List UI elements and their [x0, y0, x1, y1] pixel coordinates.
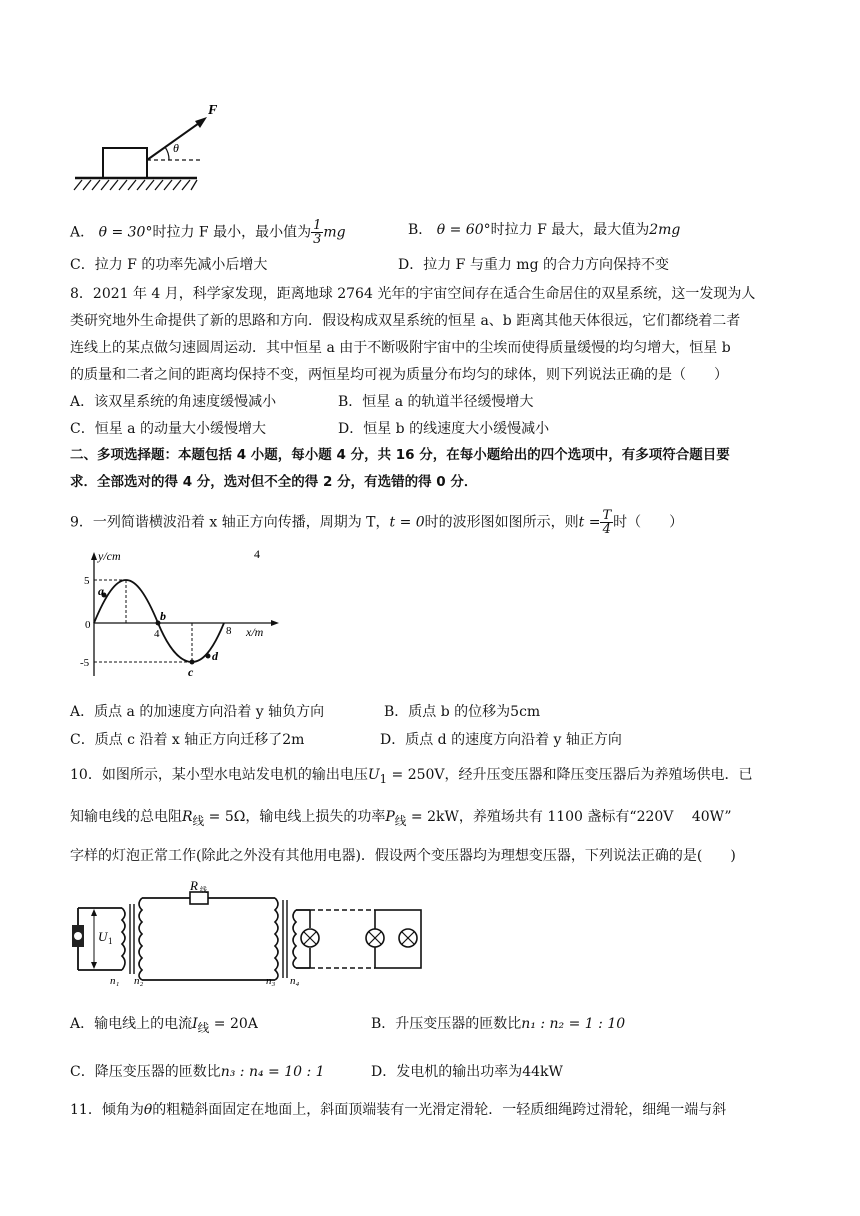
q8-stem-line-4: 的质量和二者之间的距离均保持不变，两恒星均可视为质量分布均匀的球体，则下列说法正确的是（ ）	[70, 367, 728, 383]
q9-stem-part-2: 时的波形图如图所示，则	[424, 514, 579, 531]
q9-option-d: D．质点 d 的速度方向沿着 y 轴正方向	[380, 732, 622, 748]
q10-option-a-value: = 20A	[209, 1016, 258, 1032]
q10-p: P	[385, 809, 395, 825]
q9-option-b	[384, 704, 540, 721]
q8-stem-line-2: 类研究地外生命提供了新的思路和方向．假设构成双星系统的恒星 a、b 距离其他天体很远，它们都绕着二者	[70, 313, 741, 329]
q10-option-d-value: 44kW	[522, 1064, 563, 1080]
q7-option-a-fraction	[311, 219, 323, 246]
q9-tick-neg5: -5	[80, 657, 90, 669]
q9-wave-figure	[74, 546, 284, 684]
q8-option-d: D．恒星 b 的线速度大小缓慢减小	[338, 421, 550, 437]
q8-option-a: A．该双星系统的角速度缓慢减小	[70, 394, 277, 410]
q10-fig-n2: n₂	[134, 975, 144, 987]
q8-option-b: B．恒星 a 的轨道半径缓慢增大	[338, 394, 534, 410]
q8-option-c: C．恒星 a 的动量大小缓慢增大	[70, 421, 266, 437]
q7-option-b-eq: θ = 60°	[436, 222, 491, 238]
q10-u1: U	[367, 767, 380, 783]
q10-fig-u1: U	[98, 929, 108, 944]
q10-u1-sub: 1	[379, 771, 388, 786]
q10-stem-line-2	[70, 809, 732, 828]
q7-option-b-end: 2mg	[649, 222, 681, 238]
q10-option-a-i: I	[192, 1016, 198, 1032]
q9-stem-frac-den: 4	[602, 522, 611, 537]
q9-stem-part-3: 时（ ）	[613, 514, 684, 531]
q9-point-c-label: c	[188, 665, 194, 679]
q10-line2-text-b: ，输电线上损失的功率	[245, 809, 386, 825]
q9-x-axis-label: x/m	[246, 625, 264, 639]
q7-option-a-frac-num: 1	[313, 218, 322, 233]
q10-fig-r: R	[190, 880, 198, 893]
section2-heading-line-1: 二、多项选择题：本题包括 4 小题，每小题 4 分，共 16 分，在每小题给出的四个选项中，有多项符合题目要	[70, 447, 730, 463]
q10-line2-text-c: ，养殖场共有 1100 盏标有“	[458, 809, 637, 825]
q9-stem-frac-num: T	[602, 508, 612, 523]
q9-option-c-value: 2m	[282, 732, 305, 748]
q9-stem-t: t =	[578, 514, 601, 531]
q9-tick-8: 8	[226, 625, 232, 637]
q10-option-d	[371, 1064, 563, 1081]
q10-line1-text-a: 10．如图所示，某小型水电站发电机的输出电压	[70, 767, 368, 783]
q7-block-force-figure	[70, 100, 230, 192]
q10-option-a-text: A．输电线上的电流	[70, 1016, 193, 1032]
q10-option-c-text: C．降压变压器的匝数比	[70, 1064, 221, 1080]
q10-option-a-sub: 线	[197, 1020, 210, 1035]
q7-option-a-end: mg	[323, 224, 346, 241]
q9-point-b-label: b	[160, 609, 166, 623]
q10-stem-line-3: 字样的灯泡正常工作(除此之外没有其他用电器)．假设两个变压器均为理想变压器，下列说法正确的是( )	[70, 848, 736, 864]
q10-r-value: = 5Ω	[204, 809, 246, 825]
q10-fig-n3: n₃	[266, 975, 276, 987]
q10-fig-n4: n₄	[290, 975, 300, 987]
q7-force-label: F	[208, 103, 218, 118]
q9-option-c	[70, 732, 304, 749]
q7-option-a-eq: θ = 30°	[98, 224, 153, 241]
q10-fig-r-sub: 线	[200, 886, 207, 894]
q11-stem-line-1	[70, 1102, 726, 1119]
q7-option-a-frac-den: 3	[313, 232, 322, 247]
q9-option-b-text: B．质点 b 的位移为	[384, 704, 511, 720]
q7-option-b-prefix: B．	[408, 222, 433, 238]
q9-point-a-label: a	[98, 584, 104, 598]
q9-tick-4: 4	[154, 628, 160, 640]
q8-stem-line-1: 8．2021 年 4 月，科学家发现，距离地球 2764 光年的宇宙空间存在适合生命居住的双星系统，这一发现为人	[70, 286, 756, 302]
q10-lamp-rating: 220V 40W	[636, 809, 725, 825]
q10-r-sub: 线	[192, 813, 205, 828]
q10-option-d-text: D．发电机的输出功率为	[371, 1064, 523, 1080]
q10-fig-u1-sub: 1	[108, 936, 113, 946]
q11-text-b: 的粗糙斜面固定在地面上，斜面顶端装有一光滑定滑轮．一轻质细绳跨过滑轮，细绳一端与斜	[152, 1102, 727, 1118]
q9-option-c-text: C．质点 c 沿着 x 轴正方向迁移了	[70, 732, 283, 748]
q10-u1-value: = 250V	[387, 767, 445, 783]
q9-stem-fraction	[600, 509, 613, 536]
q9-point-d-label: d	[212, 649, 218, 663]
q7-option-b-text: 时拉力 F 最大，最大值为	[490, 222, 650, 238]
q10-line2-text-a: 知输电线的总电阻	[70, 809, 182, 825]
q9-tick-0: 0	[85, 619, 91, 631]
q7-option-b	[408, 222, 680, 239]
q10-line2-text-d: ”	[724, 809, 732, 825]
q7-option-d: D．拉力 F 与重力 mg 的合力方向保持不变	[398, 257, 669, 273]
q9-tick-5: 5	[84, 575, 90, 587]
q8-stem-line-3: 连线上的某点做匀速圆周运动．其中恒星 a 由于不断吸附宇宙中的尘埃而使得质量缓慢的均匀增大，恒星 b	[70, 340, 731, 356]
q10-p-value: = 2kW	[406, 809, 459, 825]
q9-stem-part-1: 9．一列简谐横波沿着 x 轴正方向传播，周期为 T，	[70, 514, 390, 531]
q10-option-c-value: n₃ : n₄ = 10 : 1	[220, 1064, 325, 1080]
q9-stem-t0: t = 0	[389, 514, 425, 531]
q10-p-sub: 线	[394, 813, 407, 828]
q9-option-a: A．质点 a 的加速度方向沿着 y 轴负方向	[70, 704, 325, 720]
q10-fig-n1: n₁	[110, 975, 120, 987]
q10-option-a	[70, 1016, 258, 1035]
q10-stem-line-1	[70, 767, 753, 786]
q10-option-b	[371, 1016, 625, 1033]
q7-option-a-prefix: A．	[70, 224, 95, 241]
q7-angle-label: θ	[173, 141, 179, 155]
q9-figure-number: 4	[254, 547, 260, 561]
q7-option-c: C．拉力 F 的功率先减小后增大	[70, 257, 268, 273]
q10-r: R	[182, 809, 193, 825]
section2-heading-line-2: 求．全部选对的得 4 分，选对但不全的得 2 分，有选错的得 0 分．	[70, 474, 478, 490]
q7-option-a-text: 时拉力 F 最小，最小值为	[152, 224, 312, 241]
q9-stem	[70, 509, 683, 536]
q11-theta: θ	[143, 1102, 153, 1118]
q10-circuit-figure	[70, 880, 430, 988]
q10-option-c	[70, 1064, 325, 1081]
q9-y-axis-label: y/cm	[98, 549, 121, 563]
q10-option-b-value: n₁ : n₂ = 1 : 10	[521, 1016, 626, 1032]
q10-line1-text-b: ，经升压变压器和降压变压器后为养殖场供电．已	[444, 767, 753, 783]
q9-option-b-value: 5cm	[510, 704, 541, 720]
q10-option-b-text: B．升压变压器的匝数比	[371, 1016, 522, 1032]
q7-option-a	[70, 219, 346, 246]
q11-text-a: 11．倾角为	[70, 1102, 144, 1118]
